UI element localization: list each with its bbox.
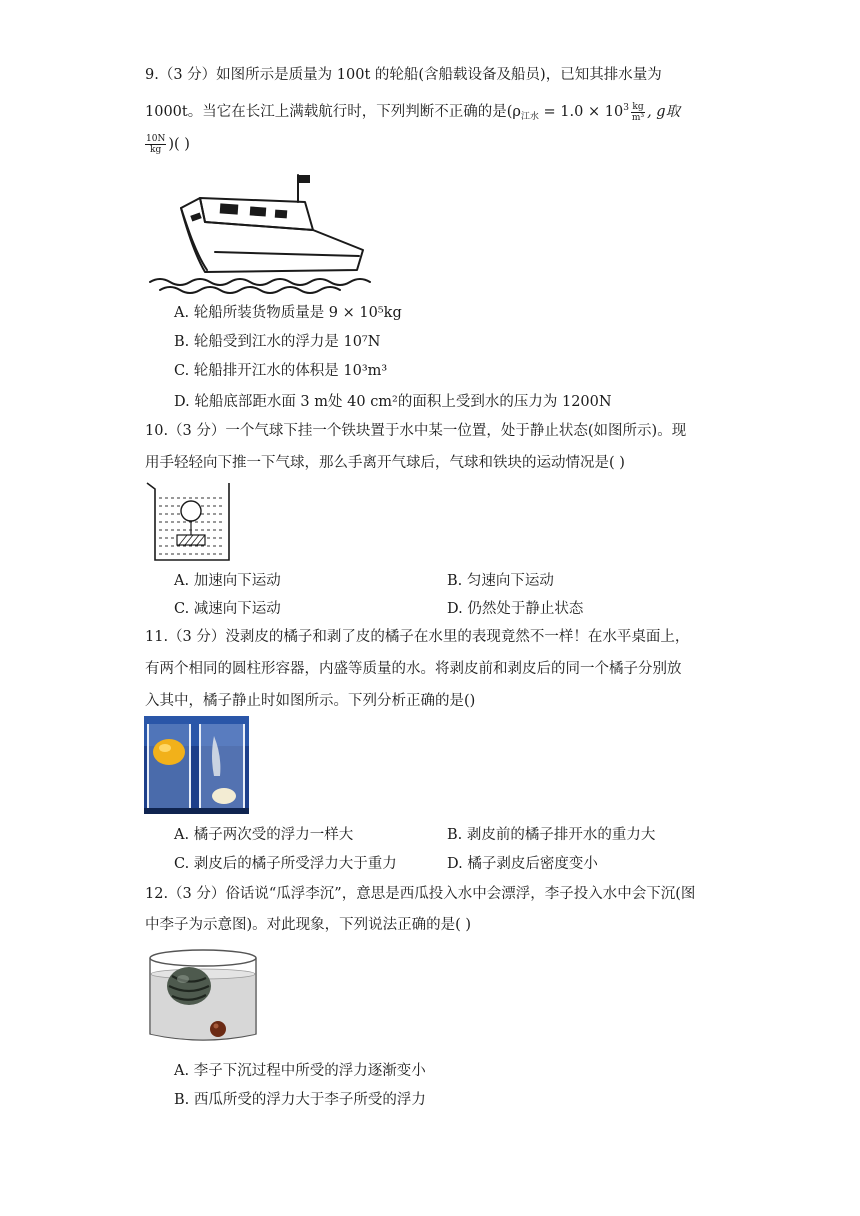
q10-text-line1: 10.（3 分）一个气球下挂一个铁块置于水中某一位置，处于静止状态(如图所示)。现 bbox=[145, 423, 687, 439]
q9-text-part-c: , g取 bbox=[647, 104, 681, 120]
q9-option-a[interactable]: A. 轮船所装货物质量是 9 × 10⁵kg bbox=[174, 305, 402, 321]
q9-frac2-numerator: 10N bbox=[146, 134, 166, 144]
q9-rho-subscript: 江水 bbox=[520, 112, 539, 122]
q9-text-line3 bbox=[145, 134, 190, 155]
ship-figure bbox=[145, 170, 375, 295]
watermelon-plum-basin-figure bbox=[146, 946, 260, 1046]
q12-option-b[interactable]: B. 西瓜所受的浮力大于李子所受的浮力 bbox=[174, 1092, 426, 1108]
orange-photo-figure bbox=[144, 716, 249, 814]
q9-text-line2 bbox=[145, 98, 680, 127]
q10-option-b[interactable]: B. 匀速向下运动 bbox=[447, 573, 554, 589]
q11-option-a[interactable]: A. 橘子两次受的浮力一样大 bbox=[174, 827, 354, 843]
q12-option-a[interactable]: A. 李子下沉过程中所受的浮力逐渐变小 bbox=[174, 1063, 426, 1079]
q9-frac1-numerator: kg bbox=[632, 101, 644, 112]
beaker-balloon-figure bbox=[145, 480, 235, 564]
q9-frac2-denominator: kg bbox=[150, 145, 162, 155]
q9-text-line1: 9.（3 分）如图所示是质量为 100t 的轮船(含船载设备及船员)，已知其排水量为 bbox=[145, 67, 662, 83]
q11-text-line3: 入其中，橘子静止时如图所示。下列分析正确的是() bbox=[145, 693, 476, 709]
q9-frac1-denominator: m³ bbox=[631, 112, 645, 123]
q10-option-d[interactable]: D. 仍然处于静止状态 bbox=[447, 601, 584, 617]
q10-text-line2: 用手轻轻向下推一下气球，那么手离开气球后，气球和铁块的运动情况是( ) bbox=[145, 455, 625, 471]
q9-option-b[interactable]: B. 轮船受到江水的浮力是 10⁷N bbox=[174, 334, 381, 350]
q9-density-unit-fraction bbox=[631, 102, 645, 123]
q11-option-c[interactable]: C. 剥皮后的橘子所受浮力大于重力 bbox=[174, 856, 397, 872]
q11-text-line2: 有两个相同的圆柱形容器，内盛等质量的水。将剥皮前和剥皮后的同一个橘子分别放 bbox=[145, 661, 682, 677]
q11-option-b[interactable]: B. 剥皮前的橘子排开水的重力大 bbox=[447, 827, 656, 843]
q9-text-tail: )( ) bbox=[168, 136, 190, 153]
q9-g-unit-fraction bbox=[145, 134, 166, 155]
q10-option-c[interactable]: C. 减速向下运动 bbox=[174, 601, 281, 617]
q11-text-line1: 11.（3 分）没剥皮的橘子和剥了皮的橘子在水里的表现竟然不一样！在水平桌面上， bbox=[145, 629, 690, 645]
q10-option-a[interactable]: A. 加速向下运动 bbox=[174, 573, 281, 589]
q9-exponent: 3 bbox=[623, 103, 629, 113]
q12-text-line1: 12.（3 分）俗话说“瓜浮李沉”，意思是西瓜投入水中会漂浮，李子投入水中会下沉(图 bbox=[145, 886, 696, 902]
q11-option-d[interactable]: D. 橘子剥皮后密度变小 bbox=[447, 856, 598, 872]
q12-text-line2: 中李子为示意图)。对此现象，下列说法正确的是( ) bbox=[145, 917, 472, 933]
q9-option-d[interactable]: D. 轮船底部距水面 3 m处 40 cm²的面积上受到水的压力为 1200N bbox=[174, 394, 612, 410]
q9-text-part-b: = 1.0 × 10 bbox=[538, 104, 624, 120]
q9-option-c[interactable]: C. 轮船排开江水的体积是 10³m³ bbox=[174, 363, 388, 379]
q9-text-part-a: 1000t。当它在长江上满载航行时，下列判断不正确的是(ρ bbox=[145, 104, 521, 120]
